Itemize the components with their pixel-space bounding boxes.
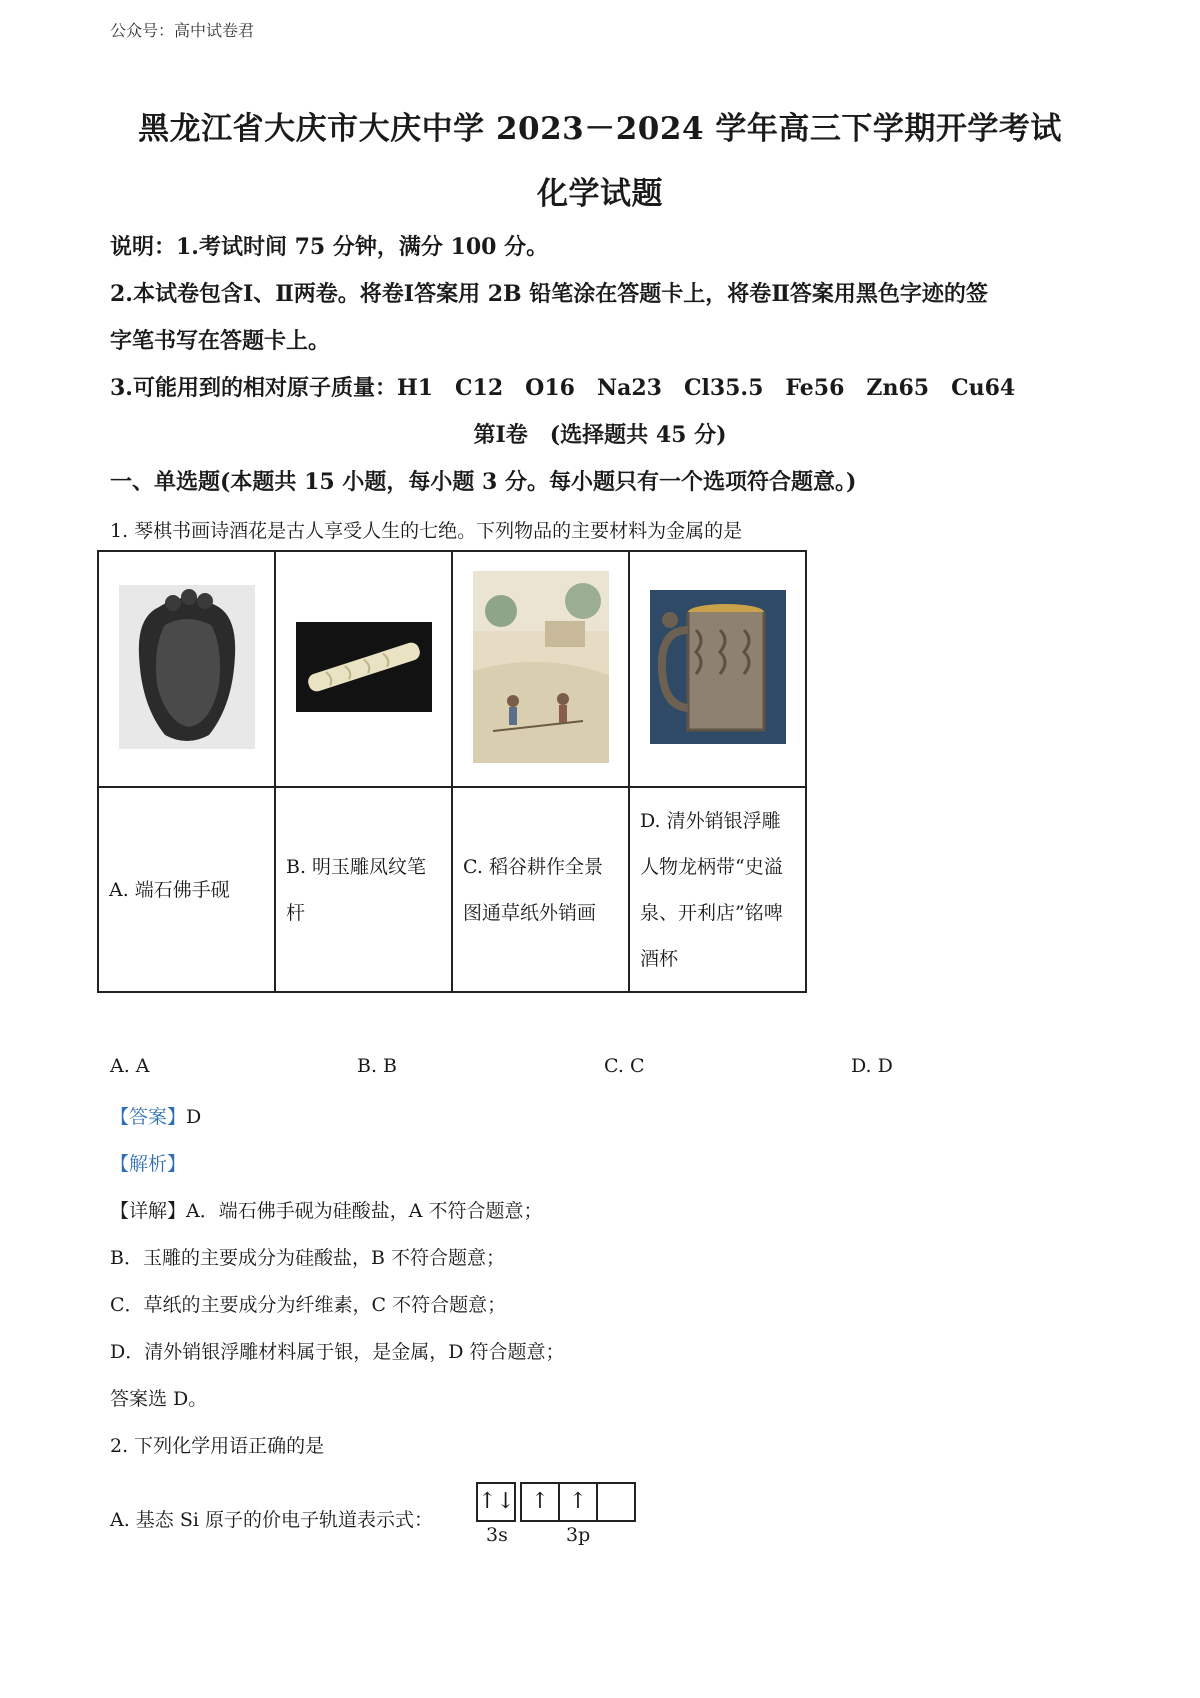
orbital-label-3s: 3s [486, 1524, 508, 1546]
instruction-2a: 2.本试卷包含Ⅰ、Ⅱ两卷。将卷Ⅰ答案用 2B 铅笔涂在答题卡上，将卷Ⅱ答案用黑色字迹的签 [110, 281, 988, 307]
instruction-3: 3.可能用到的相对原子质量：H1 C12 O16 Na23 Cl35.5 Fe56 Zn65 Cu64 [110, 375, 1016, 401]
q1-detail-2: B．玉雕的主要成分为硅酸盐，B 不符合题意； [110, 1247, 505, 1269]
instruction-2b: 字笔书写在答题卡上。 [110, 328, 331, 354]
q1-choice-c: C. C [604, 1055, 645, 1077]
answer-value: D [186, 1106, 202, 1128]
q1-choice-a: A. A [110, 1055, 150, 1077]
q1-conclusion: 答案选 D。 [110, 1388, 208, 1410]
orbital-3p1-arrow: ↑ [530, 1489, 550, 1514]
inkstone-image [119, 585, 255, 749]
q1-caption-a: A. 端石佛手砚 [98, 787, 275, 992]
painting-image [473, 571, 609, 763]
q1-table [97, 550, 807, 993]
q1-choice-d: D. D [851, 1055, 893, 1077]
q1-answer [110, 1102, 201, 1129]
analysis-tag: 【解析】 [110, 1153, 187, 1175]
q1-image-a-cell [98, 551, 275, 787]
q1-caption-d: D. 清外销银浮雕人物龙柄带“史溢泉、开利店”铭啤酒杯 [629, 787, 806, 992]
q1-detail-1: 【详解】A．端石佛手砚为硅酸盐，A 不符合题意； [110, 1200, 543, 1222]
jade-brush-image [296, 622, 432, 712]
q2-stem: 2. 下列化学用语正确的是 [110, 1435, 325, 1457]
orbital-3p2-box [558, 1482, 598, 1522]
instruction-1: 说明：1.考试时间 75 分钟，满分 100 分。 [110, 234, 549, 260]
section-heading: 一、单选题(本题共 15 小题，每小题 3 分。每小题只有一个选项符合题意。) [110, 469, 857, 495]
q2-option-a: A. 基态 Si 原子的价电子轨道表示式： [110, 1509, 433, 1531]
q1-caption-b: B. 明玉雕凤纹笔杆 [275, 787, 452, 992]
q1-image-d-cell [629, 551, 806, 787]
q1-image-b-cell [275, 551, 452, 787]
answer-tag: 【答案】 [110, 1106, 187, 1128]
silver-mug-image [650, 590, 786, 744]
orbital-3s-arrows: ↑↓ [478, 1489, 515, 1514]
exam-title: 黑龙江省大庆市大庆中学 2023－2024 学年高三下学期开学考试 [138, 111, 1062, 147]
q1-image-c-cell [452, 551, 629, 787]
q1-stem: 1. 琴棋书画诗酒花是古人享受人生的七绝。下列物品的主要材料为金属的是 [110, 520, 743, 542]
watermark: 公众号：高中试卷君 [110, 21, 255, 40]
orbital-diagram [476, 1482, 646, 1562]
orbital-3s-box [476, 1482, 516, 1522]
orbital-3p1-box [520, 1482, 560, 1522]
exam-subject: 化学试题 [537, 176, 663, 212]
q1-detail-3: C．草纸的主要成分为纤维素，C 不符合题意； [110, 1294, 507, 1316]
orbital-3p3-box [596, 1482, 636, 1522]
part1-heading: 第Ⅰ卷 (选择题共 45 分) [473, 422, 727, 448]
orbital-3p2-arrow: ↑ [568, 1489, 588, 1514]
q1-choice-b: B. B [357, 1055, 398, 1077]
q1-caption-c: C. 稻谷耕作全景图通草纸外销画 [452, 787, 629, 992]
orbital-label-3p: 3p [566, 1524, 591, 1546]
q1-detail-4: D．清外销银浮雕材料属于银，是金属，D 符合题意； [110, 1341, 565, 1363]
